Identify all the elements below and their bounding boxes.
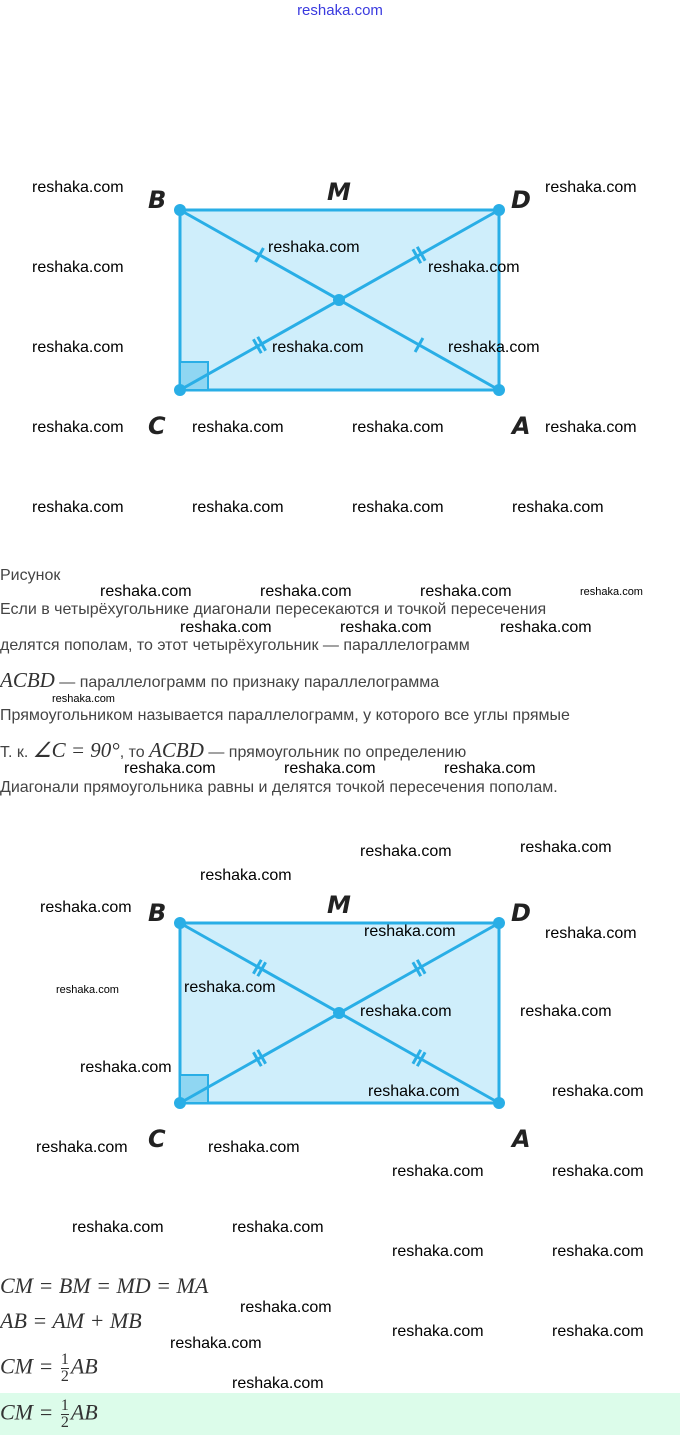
denominator: 2 bbox=[60, 1368, 69, 1385]
text-line-1: Если в четырёхугольнике диагонали пересекаются и точкой пересечения bbox=[0, 601, 547, 618]
watermark: reshaka.com bbox=[352, 419, 444, 436]
watermark: reshaka.com bbox=[260, 583, 352, 600]
watermark: reshaka.com bbox=[520, 839, 612, 856]
text-line-2: делятся пополам, то этот четырёхугольник — параллелограмм bbox=[0, 637, 470, 654]
watermark: reshaka.com bbox=[192, 499, 284, 516]
answer-denominator: 2 bbox=[60, 1414, 69, 1431]
answer-fraction bbox=[61, 1398, 69, 1431]
watermark: reshaka.com bbox=[40, 899, 132, 916]
math-angle-c: ∠C = 90° bbox=[32, 738, 120, 762]
watermark: reshaka.com bbox=[552, 1163, 644, 1180]
watermark: reshaka.com bbox=[200, 867, 292, 884]
watermark: reshaka.com bbox=[232, 1219, 324, 1236]
watermark: reshaka.com bbox=[32, 179, 124, 196]
watermark: reshaka.com bbox=[80, 1059, 172, 1076]
watermark: reshaka.com bbox=[284, 760, 376, 777]
label-b: B bbox=[148, 899, 167, 927]
watermark: reshaka.com bbox=[420, 583, 512, 600]
watermark: reshaka.com bbox=[52, 693, 115, 705]
label-c: C bbox=[148, 412, 166, 440]
watermark: reshaka.com bbox=[360, 843, 452, 860]
point-c bbox=[174, 384, 186, 396]
watermark: reshaka.com bbox=[552, 1083, 644, 1100]
math-acbd: ACBD bbox=[0, 668, 55, 692]
watermark: reshaka.com bbox=[545, 179, 637, 196]
text-line-5-mid: , то bbox=[119, 744, 150, 761]
watermark: reshaka.com bbox=[368, 1083, 460, 1100]
watermark: reshaka.com bbox=[56, 984, 119, 996]
point-m bbox=[333, 294, 345, 306]
watermark: reshaka.com bbox=[392, 1323, 484, 1340]
answer-highlight bbox=[0, 1393, 680, 1435]
watermark: reshaka.com bbox=[364, 923, 456, 940]
label-c: C bbox=[148, 1125, 166, 1153]
point-d bbox=[493, 204, 505, 216]
watermark: reshaka.com bbox=[448, 339, 540, 356]
label-d: D bbox=[511, 186, 531, 214]
watermark: reshaka.com bbox=[32, 339, 124, 356]
watermark: reshaka.com bbox=[184, 979, 276, 996]
watermark: reshaka.com bbox=[124, 760, 216, 777]
answer-formula bbox=[0, 1398, 98, 1431]
numerator: 1 bbox=[60, 1351, 69, 1368]
watermark: reshaka.com bbox=[100, 583, 192, 600]
point-m bbox=[333, 1007, 345, 1019]
watermark: reshaka.com bbox=[545, 925, 637, 942]
answer-left: CM = bbox=[0, 1399, 59, 1425]
formula-cm-half-right: AB bbox=[70, 1353, 98, 1379]
watermark: reshaka.com bbox=[170, 1335, 262, 1352]
watermark: reshaka.com bbox=[428, 259, 520, 276]
fraction bbox=[61, 1352, 69, 1385]
formula-cm-half-left: CM = bbox=[0, 1353, 59, 1379]
text-line-4: Прямоугольником называется параллелограмм, у которого все углы прямые bbox=[0, 707, 570, 724]
text-line-3-rest: — параллелограмм по признаку параллелограмма bbox=[54, 674, 440, 691]
answer-right: AB bbox=[70, 1399, 98, 1425]
watermark: reshaka.com bbox=[180, 619, 272, 636]
formula-cm-half bbox=[0, 1352, 98, 1385]
watermark: reshaka.com bbox=[240, 1299, 332, 1316]
label-d: D bbox=[511, 899, 531, 927]
watermark: reshaka.com bbox=[580, 586, 643, 598]
text-line-5-prefix: Т. к. bbox=[0, 744, 33, 761]
watermark: reshaka.com bbox=[32, 499, 124, 516]
watermark: reshaka.com bbox=[268, 239, 360, 256]
watermark: reshaka.com bbox=[340, 619, 432, 636]
label-b: B bbox=[148, 186, 167, 214]
formula-ab-sum: AB = AM + MB bbox=[0, 1308, 142, 1333]
label-a: A bbox=[512, 1125, 531, 1153]
watermark: reshaka.com bbox=[392, 1163, 484, 1180]
label-a: A bbox=[512, 412, 531, 440]
watermark: reshaka.com bbox=[360, 1003, 452, 1020]
point-b bbox=[174, 204, 186, 216]
watermark: reshaka.com bbox=[500, 619, 592, 636]
text-line-6: Диагонали прямоугольника равны и делятся точкой пересечения пополам. bbox=[0, 779, 558, 796]
label-m: M bbox=[327, 178, 351, 206]
label-m: M bbox=[327, 891, 351, 919]
watermark: reshaka.com bbox=[552, 1323, 644, 1340]
answer-numerator: 1 bbox=[60, 1397, 69, 1414]
formula-equal-segments: CM = BM = MD = MA bbox=[0, 1273, 209, 1298]
point-b bbox=[174, 917, 186, 929]
watermark: reshaka.com bbox=[352, 499, 444, 516]
text-line-5-suffix: — прямоугольник по определению bbox=[203, 744, 467, 761]
point-a bbox=[493, 1097, 505, 1109]
watermark: reshaka.com bbox=[392, 1243, 484, 1260]
text-line-3 bbox=[0, 670, 439, 692]
watermark: reshaka.com bbox=[36, 1139, 128, 1156]
math-acbd-2: ACBD bbox=[149, 738, 204, 762]
watermark: reshaka.com bbox=[512, 499, 604, 516]
watermark: reshaka.com bbox=[232, 1375, 324, 1392]
watermark: reshaka.com bbox=[32, 419, 124, 436]
watermark: reshaka.com bbox=[32, 259, 124, 276]
watermark: reshaka.com bbox=[272, 339, 364, 356]
caption: Рисунок bbox=[0, 567, 61, 584]
watermark: reshaka.com bbox=[545, 419, 637, 436]
watermark: reshaka.com bbox=[552, 1243, 644, 1260]
watermark: reshaka.com bbox=[520, 1003, 612, 1020]
point-c bbox=[174, 1097, 186, 1109]
point-d bbox=[493, 917, 505, 929]
watermark: reshaka.com bbox=[72, 1219, 164, 1236]
point-a bbox=[493, 384, 505, 396]
watermark: reshaka.com bbox=[192, 419, 284, 436]
site-header-link[interactable]: reshaka.com bbox=[297, 2, 383, 19]
text-line-5 bbox=[0, 740, 466, 762]
watermark: reshaka.com bbox=[208, 1139, 300, 1156]
watermark: reshaka.com bbox=[444, 760, 536, 777]
